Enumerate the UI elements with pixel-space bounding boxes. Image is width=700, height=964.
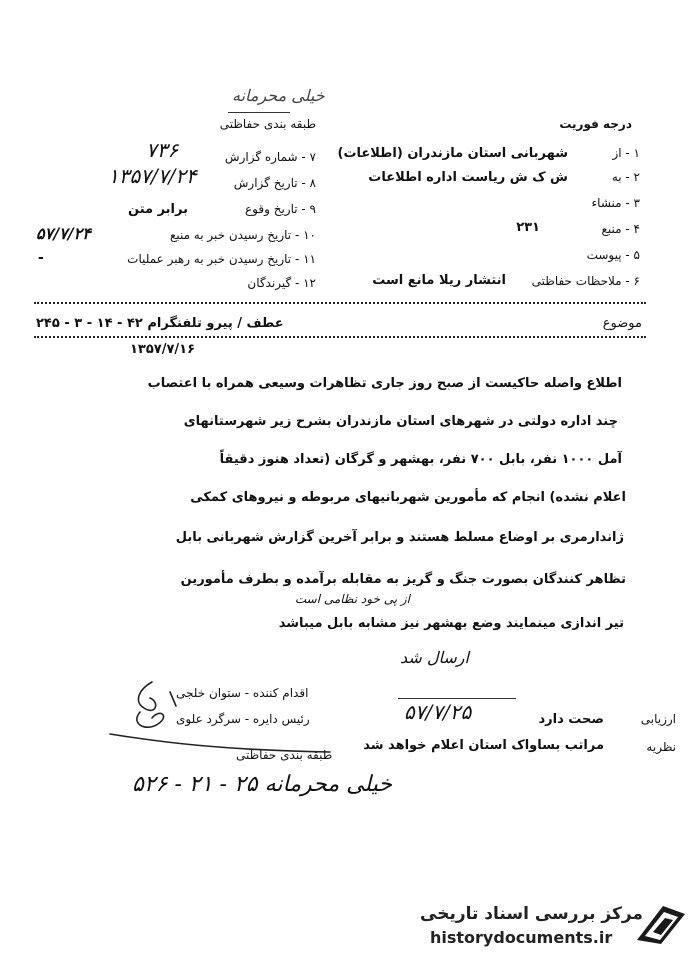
to-label: ۲ - به xyxy=(611,170,640,184)
event-date-value: برابر متن xyxy=(128,202,188,217)
report-date-label: ۸ - تاریخ گزارش xyxy=(233,176,316,190)
handwritten-date-underline xyxy=(398,698,516,699)
source-label: ۴ - منبع xyxy=(601,222,640,236)
dept-head: رئیس دایره - سرگرد علوی xyxy=(176,712,310,726)
leader-receipt-date-label: ۱۱ - تاریخ رسیدن خبر به رهبر عملیات xyxy=(127,252,316,266)
header-divider xyxy=(34,302,646,304)
subject-label: موضوع xyxy=(602,316,642,331)
body-line-3: آمل ۱۰۰۰ نفر، بابل ۷۰۰ نفر، بهشهر و گرگان (تعداد هنوز دقیقاً xyxy=(219,452,622,467)
assessment-value: صحت دارد xyxy=(538,712,604,727)
report-number-label: ۷ - شماره گزارش xyxy=(224,150,316,164)
event-date-label: ۹ - تاریخ وقوع xyxy=(245,202,316,216)
report-number-value: ۷۳۶ xyxy=(146,138,179,162)
subject-underline xyxy=(34,336,646,338)
source-receipt-date-value: ۵۷/۷/۲۴ xyxy=(36,224,91,243)
origin-label: ۳ - منشاء xyxy=(591,196,640,210)
remarks-label: ۶ - ملاحظات حفاظتی xyxy=(531,274,640,288)
body-line-5: ژاندارمری بر اوضاع مسلط هستند و برابر آخرین گزارش شهربانی بابل xyxy=(175,530,624,545)
telegram-reference: عطف / پیرو تلفنگرام ۴۲ - ۱۴ - ۳ - ۲۴۵ xyxy=(36,316,284,331)
opinion-value: مراتب بساواک استان اعلام خواهد شد xyxy=(363,738,604,753)
body-line-6: تظاهر کنندگان بصورت جنگ و گریز به مقابله برآمده و بطرف مأمورین xyxy=(180,572,626,587)
attachment-label: ۵ - پیوست xyxy=(586,248,640,262)
body-line-7: تیر اندازی مینمایند وضع بهشهر نیز مشابه بابل میباشد xyxy=(278,616,624,631)
top-scribble: خیلی محرمانه xyxy=(232,86,325,105)
handwritten-date: ۵۷/۷/۲۵ xyxy=(404,700,472,724)
assessment-label: ارزیابی xyxy=(640,712,676,726)
watermark-title: مرکز بررسی اسناد تاریخی xyxy=(420,904,643,924)
from-label: ۱ - از xyxy=(612,146,640,160)
body-line-2: چند اداره دولتی در شهرهای استان مازندران بشرح زیر شهرستانهای xyxy=(183,414,618,429)
body-line-4: اعلام نشده) انجام که مأمورین شهربانیهای مربوطه و نیروهای کمکی xyxy=(190,490,626,505)
source-value: ۲۳۱ xyxy=(516,220,540,235)
action-by: اقدام کننده - ستوان خلجی xyxy=(176,686,309,700)
bottom-scribble: خیلی محرمانه ۲۵ - ۲۱ - ۵۲۶ xyxy=(132,772,392,797)
source-receipt-date-label: ۱۰ - تاریخ رسیدن خبر به منبع xyxy=(169,228,316,242)
handwritten-note: ارسال شد xyxy=(400,648,469,667)
watermark-url: historydocuments.ir xyxy=(430,928,613,947)
priority-label: درجه فوریت xyxy=(559,117,632,131)
body-handwritten-insert: از پی خود نظامی است xyxy=(294,592,410,606)
remarks-value: انتشار ریلا مانع است xyxy=(372,273,506,288)
classification-header: طبقه بندی حفاظتی xyxy=(219,117,316,131)
recipients-label: ۱۲ - گیرندگان xyxy=(247,276,316,290)
from-value: شهربانی استان مازندران (اطلاعات) xyxy=(337,146,568,161)
classification-footer: طبقه بندی حفاظتی xyxy=(236,748,333,762)
top-scribble-underline xyxy=(228,112,290,113)
leader-receipt-date-value: - xyxy=(38,250,44,266)
subject-date: ۱۳۵۷/۷/۱۶ xyxy=(130,342,196,357)
report-date-value: ۱۳۵۷/۷/۲۴ xyxy=(108,164,197,188)
to-value: ش ک ش ریاست اداره اطلاعات xyxy=(368,170,568,185)
body-line-1: اطلاع واصله حاکیست از صبح روز جاری تظاهرات وسیعی همراه با اعتصاب xyxy=(147,376,622,391)
opinion-label: نظریه xyxy=(646,740,676,754)
